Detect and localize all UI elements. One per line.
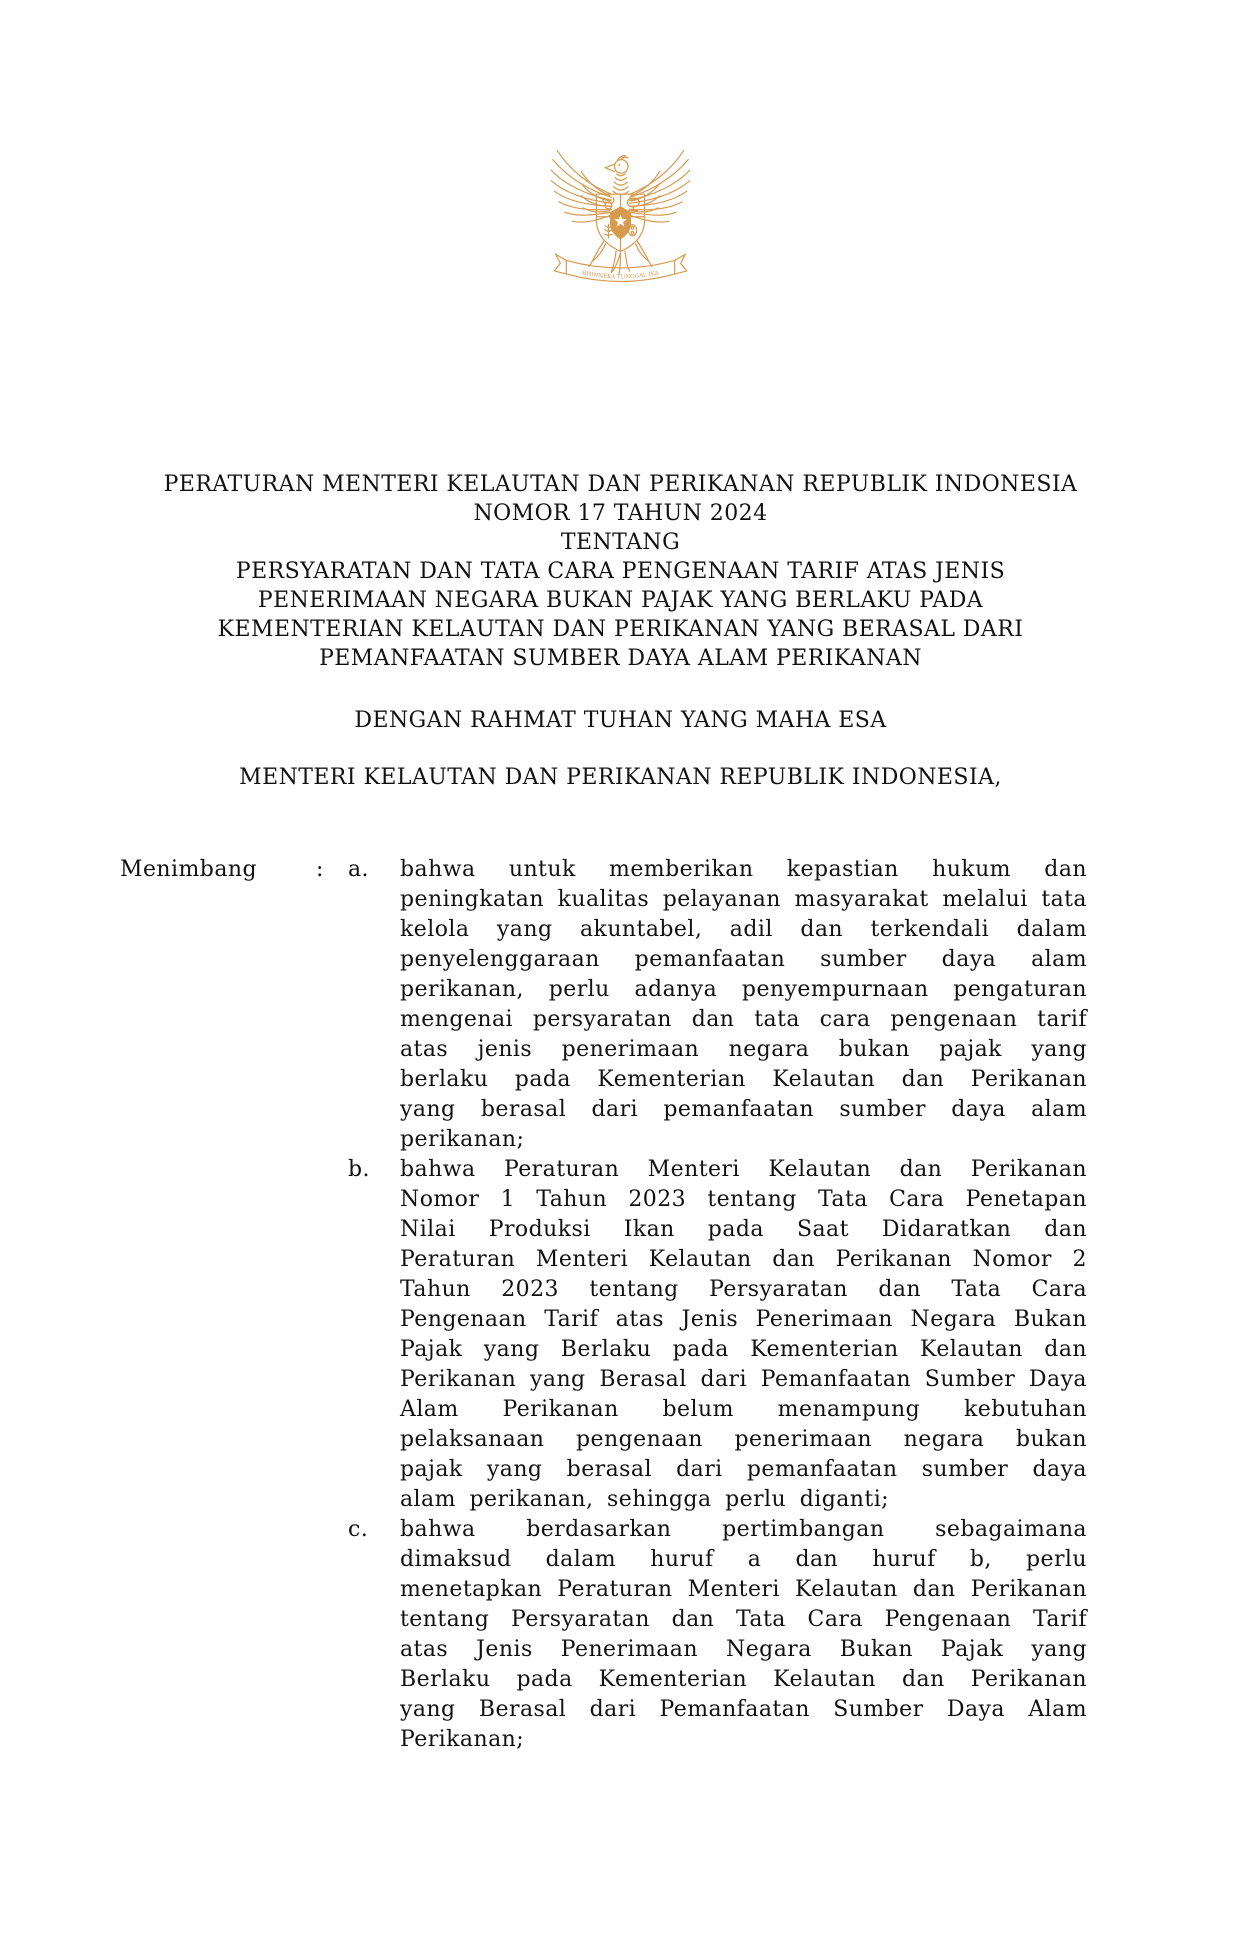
item-text-c: bahwa berdasarkan pertimbangan sebagaimana dimaksud dalam huruf a dan huruf b, perlu menetapkan Peraturan Menteri Kelautan dan Perikanan tentang Persyaratan dan Tata Cara Pengenaan Tarif atas Jenis Penerimaan Negara Bukan Pajak yang Berlaku pada Kementerian Kelautan dan Perikanan yang Berasal dari Pemanfaatan Sumber Daya Alam Perikanan; bbox=[400, 1517, 1087, 1752]
emblem-container bbox=[0, 128, 1241, 286]
title-line-4: PERSYARATAN DAN TATA CARA PENGENAAN TARIF ATAS JENIS bbox=[235, 559, 1006, 584]
title-line-7: PEMANFAATAN SUMBER DAYA ALAM PERIKANAN bbox=[319, 646, 922, 671]
considering-item-a bbox=[120, 855, 1087, 1155]
considering-section bbox=[120, 855, 1087, 1755]
title-line-1: PERATURAN MENTERI KELAUTAN DAN PERIKANAN REPUBLIK INDONESIA bbox=[163, 472, 1078, 497]
item-text-b: bahwa Peraturan Menteri Kelautan dan Perikanan Nomor 1 Tahun 2023 tentang Tata Cara Penetapan Nilai Produksi Ikan pada Saat Didaratkan dan Peraturan Menteri Kelautan dan Perikanan Nomor 2 Tahun 2023 tentang Persyaratan dan Tata Cara Pengenaan Tarif atas Jenis Penerimaan Negara Bukan Pajak yang Berlaku pada Kementerian Kelautan dan Perikanan yang Berasal dari Pemanfaatan Sumber Daya Alam Perikanan belum menampung kebutuhan pelaksanaan pengenaan penerimaan negara bukan pajak yang berasal dari pemanfaatan sumber daya alam perikanan, sehingga perlu diganti; bbox=[400, 1157, 1087, 1512]
title-line-5: PENERIMAAN NEGARA BUKAN PAJAK YANG BERLAKU PADA bbox=[257, 588, 984, 613]
garuda-pancasila-emblem bbox=[545, 128, 696, 286]
considering-colon: : bbox=[316, 857, 324, 882]
item-text-a: bahwa untuk memberikan kepastian hukum dan peningkatan kualitas pelayanan masyarakat melalui tata kelola yang akuntabel, adil dan terkendali dalam penyelenggaraan pemanfaatan sumber daya alam perikanan, perlu adanya penyempurnaan pengaturan mengenai persyaratan dan tata cara pengenaan tarif atas jenis penerimaan negara bukan pajak yang berlaku pada Kementerian Kelautan dan Perikanan yang berasal dari pemanfaatan sumber daya alam perikanan; bbox=[400, 857, 1087, 1152]
title-line-2: NOMOR 17 TAHUN 2024 bbox=[473, 501, 768, 526]
considering-item-b bbox=[120, 1155, 1087, 1515]
divine-grace-line: DENGAN RAHMAT TUHAN YANG MAHA ESA bbox=[354, 708, 887, 733]
regulation-title bbox=[0, 470, 1241, 673]
pancasila-shield bbox=[596, 194, 644, 251]
banner-motto-text: BHINNEKA TUNGGAL IKA bbox=[581, 270, 660, 281]
item-marker-b: b. bbox=[348, 1157, 370, 1182]
considering-item-c bbox=[120, 1515, 1087, 1755]
considering-label: Menimbang bbox=[120, 857, 258, 882]
item-marker-a: a. bbox=[348, 857, 369, 882]
issuing-authority-line: MENTERI KELAUTAN DAN PERIKANAN REPUBLIK INDONESIA, bbox=[239, 765, 1002, 790]
item-marker-c: c. bbox=[348, 1517, 369, 1542]
title-line-3: TENTANG bbox=[560, 530, 681, 555]
title-line-6: KEMENTERIAN KELAUTAN DAN PERIKANAN YANG BERASAL DARI bbox=[217, 617, 1024, 642]
